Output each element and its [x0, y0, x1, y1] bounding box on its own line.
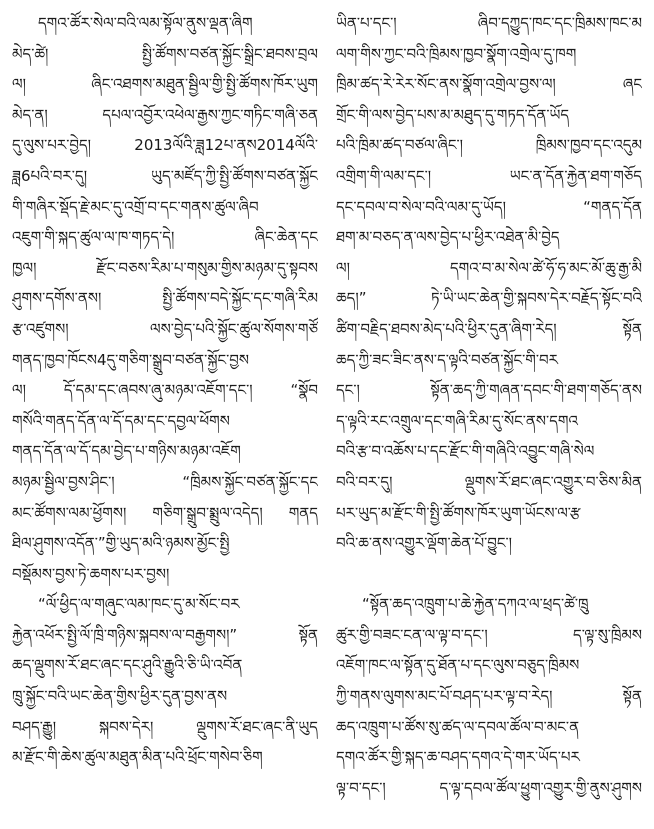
text-line: དགའ་ཚོར་སེལ་བའི་ལམ་སྟོལ་ནུས་ལྡན་ཞིག: [38, 14, 253, 32]
text-line: ཐག་མ་བཅད་ན་ལས་བྱེད་པ་ཕྱིར་འཐེན་མི་བྱེད: [336, 228, 560, 247]
text-line: ཆད་ཀྱི་ཟང་ཟིང་ནས་ད་ལྟའི་བཙན་སྐྱོང་གི་བར: [336, 350, 558, 369]
text-line: བའི་ཆ་ནས་འགྱུར་ལྡོག་ཆེན་པོ་བྱུང་།: [336, 534, 512, 553]
text-line: ཁྱལ། རྫོང་བཅས་རིམ་པ་གསུམ་གྱིས་མཉམ་དུ་སྟབས: [12, 258, 318, 277]
text-line: གནད་ཁྱབ་ཁོངས4དུ་གཅིག་སྒྲུབ་བཙན་སྐྱོང་བྱས: [12, 350, 250, 369]
text-line: “སྟོན་ཆད་འཁྲུག་པ་ཆེ་རྐྱེན་དཀའ་ལ་ཕྲད་ཚེ་ཁྲུ: [362, 595, 589, 614]
text-line: གྲོང་གི་ལས་བྱེད་པས་མ་མཐུད་དུ་གཏད་དོན་ཡོད: [336, 105, 570, 124]
text-line: ཁྲུ་སྐྱོང་བའི་ཡང་ཆེན་གྱིས་ཕྱིར་དུན་བྱས་ནས: [12, 687, 228, 706]
text-line: ཡིན་པ་དང་། ཞིབ་དཀྱུད་ཁང་དང་ཁྲིམས་ཁང་མ: [336, 14, 642, 32]
right-text-column: [336, 8, 642, 803]
text-line: ཚིག་བརྗིད་ཐབས་མེད་པའི་ཕྱིར་དུན་ཞིག་རེད། སྟོན: [336, 319, 642, 338]
text-line: མེད་ཚེ། སྤྱི་ཚོགས་བཙན་སྐྱོང་སྒྲིང་ཐབས་བྲལ: [12, 44, 318, 63]
text-line: འཇོག་ཁང་ལ་སྟོན་དུ་ཐོན་པ་དང་ལུས་བཅུད་ཁྲིམས: [336, 656, 580, 675]
text-line: གནད་དོན་ལ་དོ་དམ་བྱེད་པ་གཉིས་མཉམ་འཇོག: [12, 442, 241, 461]
text-line: ཟླ6པའི་བར་དུ། ཡུད་མཛོད་ཀྱི་སྤྱི་ཚོགས་བཙན་སྐྱོང: [12, 166, 318, 185]
text-line: རྩ་འཛུགས། ལས་བྱེད་པའི་སྐྱོང་ཚུལ་སོགས་གཙོ: [12, 319, 318, 338]
text-line: ཆད་འཁྲུག་པ་ཚོས་སུ་ཚད་ལ་དབལ་ཚོལ་བ་མང་ན: [336, 717, 580, 736]
text-line: བསྡོམས་བྱས་ཏེ་ཆགས་པར་བྱས།: [12, 564, 170, 583]
text-line: ལྟ་བ་དང་། ད་ལྟ་དབལ་ཚོལ་ཕྱུག་འགྱུར་གྱི་ནུས་ཤུགས: [336, 778, 642, 797]
text-line: བའི་རྩ་བ་འཆོས་པ་དང་རྫོང་གི་གཞིའི་འབྱུང་གཞི་སེལ: [336, 442, 595, 461]
text-line: གི་གཞིར་སྡོད་རྗེ་མང་དུ་འགྲོ་བ་དང་གནས་ཚུལ་ཞིབ: [12, 197, 259, 216]
text-line: མེད་ན། དཔལ་འབྱོར་འཕེལ་རྒྱས་ཀྱང་གཏིང་གཞི་ཅན: [12, 105, 318, 124]
text-line: གསོའི་གནད་དོན་ལ་དོ་དམ་དང་དབྱལ་ཕོགས: [12, 411, 230, 430]
text-line: དུ་ལུས་པར་བྱེད། 2013ལོའི་ཟླ12པ་ནས2014ལོའི་: [12, 136, 318, 155]
text-line: ཐིལ་ཤུགས་འདོན་”གྱི་ཡུད་མའི་ཉམས་མྱོང་སྤྱི: [12, 534, 230, 553]
text-line: “ལོ་ཕྱིད་ལ་གཞུང་ལམ་ཁང་དུ་མ་སོང་བར: [38, 595, 240, 614]
text-line: དང་དབལ་བ་སེལ་བའི་ལམ་དུ་ཡོད། “གནད་དོན: [336, 197, 642, 216]
text-line: འཇུག་གི་སྐད་ཚུལ་ལ་ཁ་གཏད་དེ། ཞིང་ཆེན་དང: [12, 228, 318, 247]
text-line: མང་ཚོགས་ལམ་ཕྱོགས། གཅིག་སྒྲུབ་སྨྲུལ་འདེད། གནད: [12, 503, 318, 522]
text-line: ད་ལྟའི་རང་འགྲུལ་དང་གཞི་རིམ་དུ་སོང་ནས་དགའ: [336, 411, 578, 430]
text-line: མཉམ་སྦྱིལ་བྱས་ཤིང་། “ཁྲིམས་སྐྱོང་བཙན་སྐྱོང་དང: [12, 472, 318, 491]
text-line: རྐྱེན་འཕོར་སྤྱི་ལོ་ཁྲི་གཉིས་སྐབས་ལ་བརྒྱགས།” སྟོན: [12, 625, 318, 644]
text-line: ལག་གིས་ཀྱང་བའི་ཁྲིམས་ཁྱབ་སྣོག་འགྲེལ་དུ་ཁག: [336, 44, 577, 63]
text-line: ཤུགས་དགོས་ནས། སྤྱི་ཚོགས་བདེ་སྐྱོང་དང་གཞི་རིམ: [12, 289, 318, 308]
text-line: པའི་ཁྲིམ་ཚད་བཙལ་ཞིང་། ཁྲིམས་ཁྱབ་དང་འདུམ: [336, 136, 642, 155]
text-line: པར་ཡུད་མ་རྫོང་གི་སྤྱི་ཚོགས་ཁོར་ཡུག་ཡོངས་ལ་རྩ: [336, 503, 581, 522]
text-line: ཆད།” ཏེ་ཡི་ཡང་ཆེན་གྱི་སྐབས་དེར་བརྗོད་སྟོང་བའི: [336, 289, 642, 308]
text-line: ཁྲིམ་ཚད་རེ་རེར་སོང་ནས་སྣོག་འགྲེལ་བྱས་ལ། ཞང: [336, 75, 642, 94]
text-line: ཆད་ལྡུགས་རོ་ཐང་ཞང་དང་ཤུའི་རྒྱུའི་ཅི་ཡི་འབོན: [12, 656, 243, 675]
text-line: འགྲིག་གི་ལམ་དང་། ཡང་ན་དོན་རྐྱེན་ཐག་གཅོད: [336, 166, 642, 185]
text-line: དང་། སྟོན་ཆད་ཀྱི་གཞན་དབང་གི་ཐག་གཅོད་ནས: [336, 381, 642, 400]
text-line: ལ། དོ་དམ་དང་ཞབས་ཞུ་མཉམ་འཇོག་དང་། “སྣོབ: [12, 381, 318, 400]
text-line: བཤད་རྒྱུ། སྐབས་དེར། ལྡུགས་རོ་ཐང་ཞང་ནི་ཡུད: [12, 717, 318, 736]
text-line: ཚུར་གྱི་བཟང་ངན་ལ་ལྟ་བ་དང་། ད་ལྟ་སུ་ཁྲིམས: [336, 625, 642, 644]
text-line: ཀྱི་གནས་ལུགས་མང་པོ་བཤད་པར་ལྟ་བ་རེད། སྟོན: [336, 687, 642, 706]
text-line: མ་རྫོང་གི་ཆེས་ཚུལ་མཐུན་མིན་པའི་ཕྲོང་གསེབ་ཅིག: [12, 748, 263, 767]
text-line: ལ། ཞིང་འཐགས་མཐུན་སྦྱིལ་གྱི་སྤྱི་ཚོགས་ཁོར་ཡུག: [12, 75, 318, 94]
text-line: བའི་བར་དུ། ལྡུགས་རོ་ཐང་ཞང་འགྱུར་བ་ཅིས་མིན: [336, 472, 642, 491]
text-line: དགའ་ཚོར་གྱི་སྐད་ཆ་བཤད་དགའ་དེ་གར་ཡོད་པར: [336, 748, 580, 767]
left-text-column: [12, 8, 318, 773]
paragraph-gap: [336, 559, 642, 590]
text-line: ལ། དགའ་བ་མ་སེལ་ཚེ་ཧོ་ཧ་མང་མོ་ཆུ་རྒྱ་མི: [336, 258, 642, 277]
